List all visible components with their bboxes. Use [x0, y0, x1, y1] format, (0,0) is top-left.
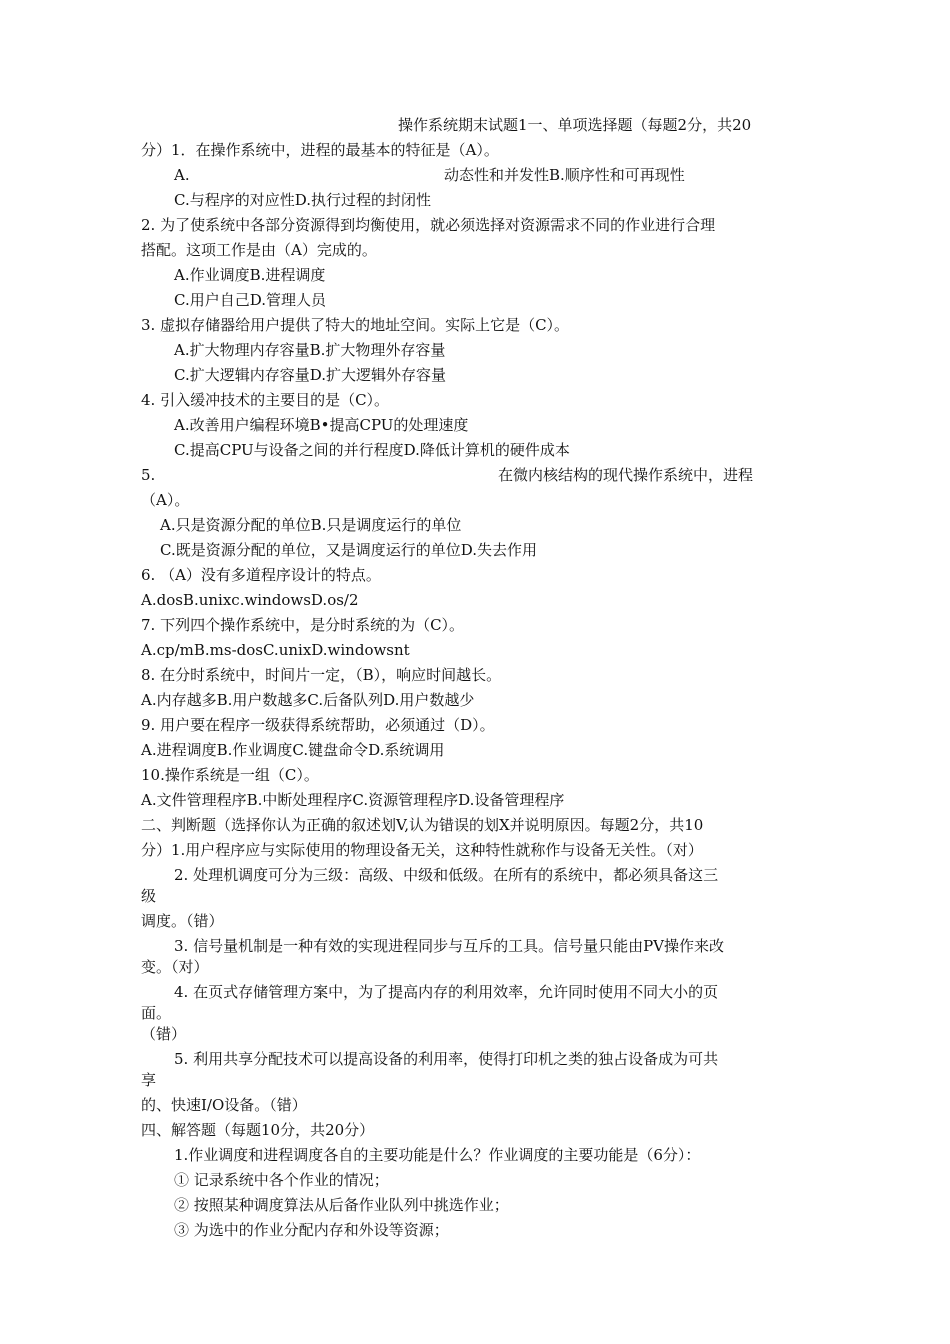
section4-heading: 四、解答题（每题10分，共20分）	[141, 1121, 375, 1139]
section2-heading: 二、判断题（选择你认为正确的叙述划V,认为错误的划X并说明原因。每题2分，共10	[141, 816, 704, 834]
q4-options-cd: C.提高CPU与设备之间的并行程度D.降低计算机的硬件成本	[174, 441, 570, 459]
q10-stem: 10.操作系统是一组（C）。	[141, 766, 319, 784]
q3-options-cd: C.扩大逻辑内存容量D.扩大逻辑外存容量	[174, 366, 446, 384]
q5-stem: 在微内核结构的现代操作系统中，进程	[498, 466, 754, 484]
q2-options-ab: A.作业调度B.进程调度	[174, 266, 326, 284]
q10-options: A.文件管理程序B.中断处理程序C.资源管理程序D.设备管理程序	[141, 791, 565, 809]
tf4-statement-cont: 面。	[141, 1004, 172, 1022]
q8-stem: 8. 在分时系统中，时间片一定，（B），响应时间越长。	[141, 666, 502, 684]
q8-options: A.内存越多B.用户数越多C.后备队列D.用户数越少	[141, 691, 475, 709]
tf3-answer: 变。（对）	[141, 958, 209, 976]
q1-option-a-label: A.	[174, 166, 190, 184]
q6-stem: 6. （A）没有多道程序设计的特点。	[141, 566, 381, 584]
q5-number: 5.	[141, 466, 156, 484]
doc-title-line: 操作系统期末试题1一、单项选择题（每题2分，共20	[398, 116, 752, 134]
q5-options-cd: C.既是资源分配的单位，又是调度运行的单位D.失去作用	[160, 541, 537, 559]
q7-stem: 7. 下列四个操作系统中，是分时系统的为（C）。	[141, 616, 465, 634]
tf5-answer: 的、快速I/O设备。（错）	[141, 1096, 307, 1114]
essay1-point-1: ① 记录系统中各个作业的情况；	[174, 1171, 389, 1189]
q2-stem: 2. 为了使系统中各部分资源得到均衡使用，就必须选择对资源需求不同的作业进行合理	[141, 216, 716, 234]
q2-options-cd: C.用户自己D.管理人员	[174, 291, 326, 309]
q1-stem: 分）1．在操作系统中，进程的最基本的特征是（A）。	[141, 141, 499, 159]
q7-options: A.cp/mB.ms-dosC.unixD.windowsnt	[141, 641, 410, 659]
q4-options-ab: A.改善用户编程环境B•提高CPU的处理速度	[174, 416, 469, 434]
tf3-statement: 3. 信号量机制是一种有效的实现进程同步与互斥的工具。信号量只能由PV操作来改	[174, 937, 725, 955]
q3-options-ab: A.扩大物理内存容量B.扩大物理外存容量	[174, 341, 446, 359]
tf5-statement-cont: 享	[141, 1071, 157, 1089]
q6-options: A.dosB.unixc.windowsD.os/2	[141, 591, 359, 609]
tf1-statement: 分）1.用户程序应与实际使用的物理设备无关，这种特性就称作与设备无关性。（对）	[141, 841, 703, 859]
q9-options: A.进程调度B.作业调度C.键盘命令D.系统调用	[141, 741, 445, 759]
q1-options-ab: 动态性和并发性B.顺序性和可再现性	[444, 166, 685, 184]
tf2-statement: 2. 处理机调度可分为三级：高级、中级和低级。在所有的系统中，都必须具备这三	[174, 866, 719, 884]
tf2-answer: 调度。（错）	[141, 912, 224, 930]
q4-stem: 4. 引入缓冲技术的主要目的是（C）。	[141, 391, 390, 409]
tf4-answer: （错）	[141, 1025, 187, 1043]
essay1-point-3: ③ 为选中的作业分配内存和外设等资源；	[174, 1221, 449, 1239]
q3-stem: 3. 虚拟存储器给用户提供了特大的地址空间。实际上它是（C）。	[141, 316, 570, 334]
tf2-statement-cont: 级	[141, 887, 157, 905]
q5-stem-cont: （A）。	[141, 491, 190, 509]
tf4-statement: 4. 在页式存储管理方案中，为了提高内存的利用效率，允许同时使用不同大小的页	[174, 983, 719, 1001]
q5-options-ab: A.只是资源分配的单位B.只是调度运行的单位	[160, 516, 462, 534]
q2-stem-cont: 搭配。这项工作是由（A）完成的。	[141, 241, 377, 259]
q9-stem: 9. 用户要在程序一级获得系统帮助，必须通过（D）。	[141, 716, 495, 734]
q1-options-cd: C.与程序的对应性D.执行过程的封闭性	[174, 191, 431, 209]
essay1-point-2: ② 按照某种调度算法从后备作业队列中挑选作业；	[174, 1196, 509, 1214]
essay1-question: 1.作业调度和进程调度各自的主要功能是什么？作业调度的主要功能是（6分）：	[174, 1146, 701, 1164]
tf5-statement: 5. 利用共享分配技术可以提高设备的利用率，使得打印机之类的独占设备成为可共	[174, 1050, 719, 1068]
